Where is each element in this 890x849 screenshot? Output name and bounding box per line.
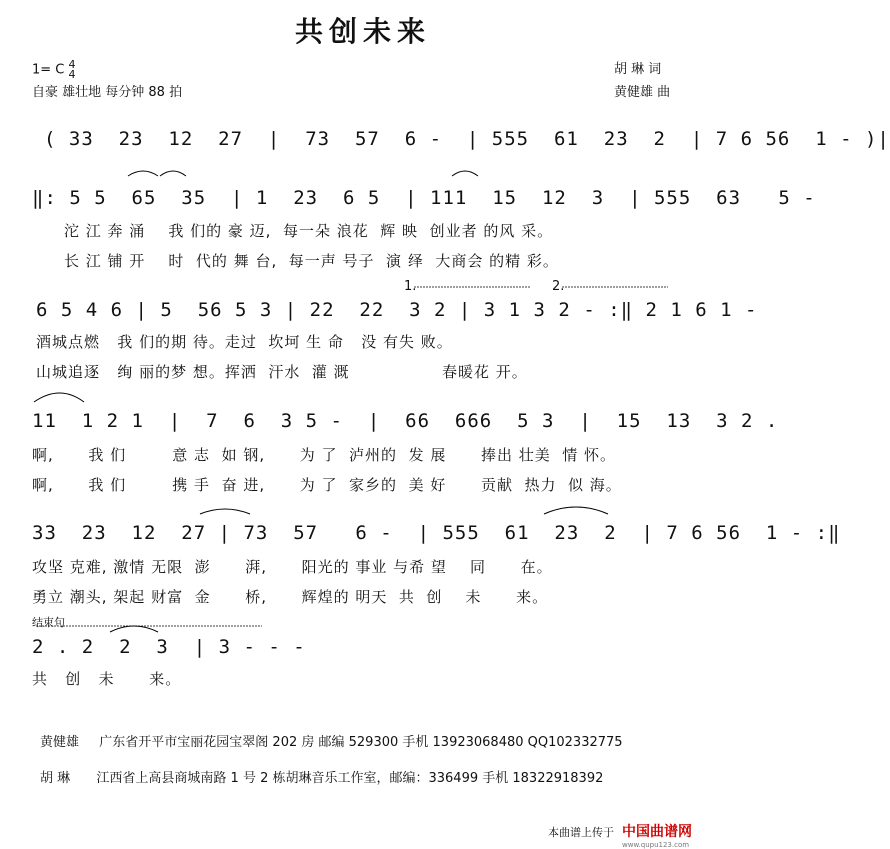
contact-lyricist	[40, 767, 603, 786]
contact-name: 黄健雄	[40, 735, 80, 750]
contact-details: 江西省上高县商城南路 1 号 2 栋胡琳音乐工作室，邮编：336499 手机 18322918392	[96, 771, 604, 786]
time-top: 4	[68, 58, 76, 71]
notes-line-1: ( 33 23 12 27 | 73 57 6 - | 555 61 23 2 | 7 6 56 1 - )|	[44, 128, 890, 150]
volta-1-label: 1.	[404, 279, 417, 294]
notes-line-3: 6 5 4 6 | 5 56 5 3 | 22 22 3 2 | 3 1 3 2 - :‖ 2 1 6 1 -	[36, 299, 758, 321]
lyric-line-4-verse-2: 啊, 我 们 携 手 奋 进, 为 了 家乡的 美 好 贡献 热力 似 海。	[32, 476, 622, 494]
lyric-line-2-verse-1: 沱 江 奔 涌 我 们的 豪 迈, 每一朵 浪花 辉 映 创业者 的风 采。	[64, 222, 554, 240]
notes-line-4: 11 1 2 1 | 7 6 3 5 - | 66 666 5 3 | 15 13 3 2 .	[32, 410, 779, 432]
lyric-line-5-verse-1: 攻坚 克难, 激情 无限 澎 湃, 阳光的 事业 与希 望 同 在。	[32, 558, 553, 576]
tempo-marking: 自豪 雄壮地 每分钟 88 拍	[32, 85, 183, 100]
lyric-line-3-verse-1: 酒城点燃 我 们的期 待。走过 坎坷 生 命 没 有失 败。	[36, 333, 453, 351]
notes-line-5: 33 23 12 27 | 73 57 6 - | 555 61 23 2 | 7 6 56 1 - :‖	[32, 522, 841, 544]
lyricist-credit: 胡 琳 词	[614, 62, 662, 77]
lyric-line-3-verse-2: 山城追逐 绚 丽的梦 想。挥洒 汗水 灌 溉 春暖花 开。	[36, 363, 528, 381]
ending-label: 结束句	[32, 616, 65, 629]
lyric-line-2-verse-2: 长 江 铺 开 时 代的 舞 台, 每一声 号子 演 绎 大商会 的精 彩。	[64, 252, 559, 270]
notes-line-2: ‖: 5 5 65 35 | 1 23 6 5 | 111 15 12 3 | 555 63 5 -	[32, 187, 816, 209]
lyric-line-4-verse-1: 啊, 我 们 意 志 如 钢, 为 了 泸州的 发 展 捧出 壮美 情 怀。	[32, 446, 617, 464]
lyric-line-6: 共 创 未 来。	[32, 670, 182, 688]
upload-note: 本曲谱上传于	[548, 826, 614, 839]
volta-2-label: 2.	[552, 279, 565, 294]
page-title: 共创未来	[294, 15, 431, 48]
logo-url: www.qupu123.com	[622, 841, 690, 849]
logo-text: 中国曲谱网	[622, 824, 692, 840]
contact-composer	[40, 731, 623, 750]
site-logo[interactable]	[622, 821, 692, 849]
time-bottom: 4	[68, 68, 76, 81]
notes-line-6: 2 . 2 2 3 | 3 - - -	[32, 636, 306, 658]
key-label: 1= C	[32, 62, 65, 78]
composer-credit: 黄健雄 曲	[614, 85, 671, 100]
lyric-line-5-verse-2: 勇立 潮头, 架起 财富 金 桥, 辉煌的 明天 共 创 未 来。	[32, 588, 549, 606]
contact-name: 胡 琳	[40, 771, 71, 786]
contact-details: 广东省开平市宝丽花园宝翠阁 202 房 邮编 529300 手机 13923068480 QQ102332775	[99, 735, 623, 750]
